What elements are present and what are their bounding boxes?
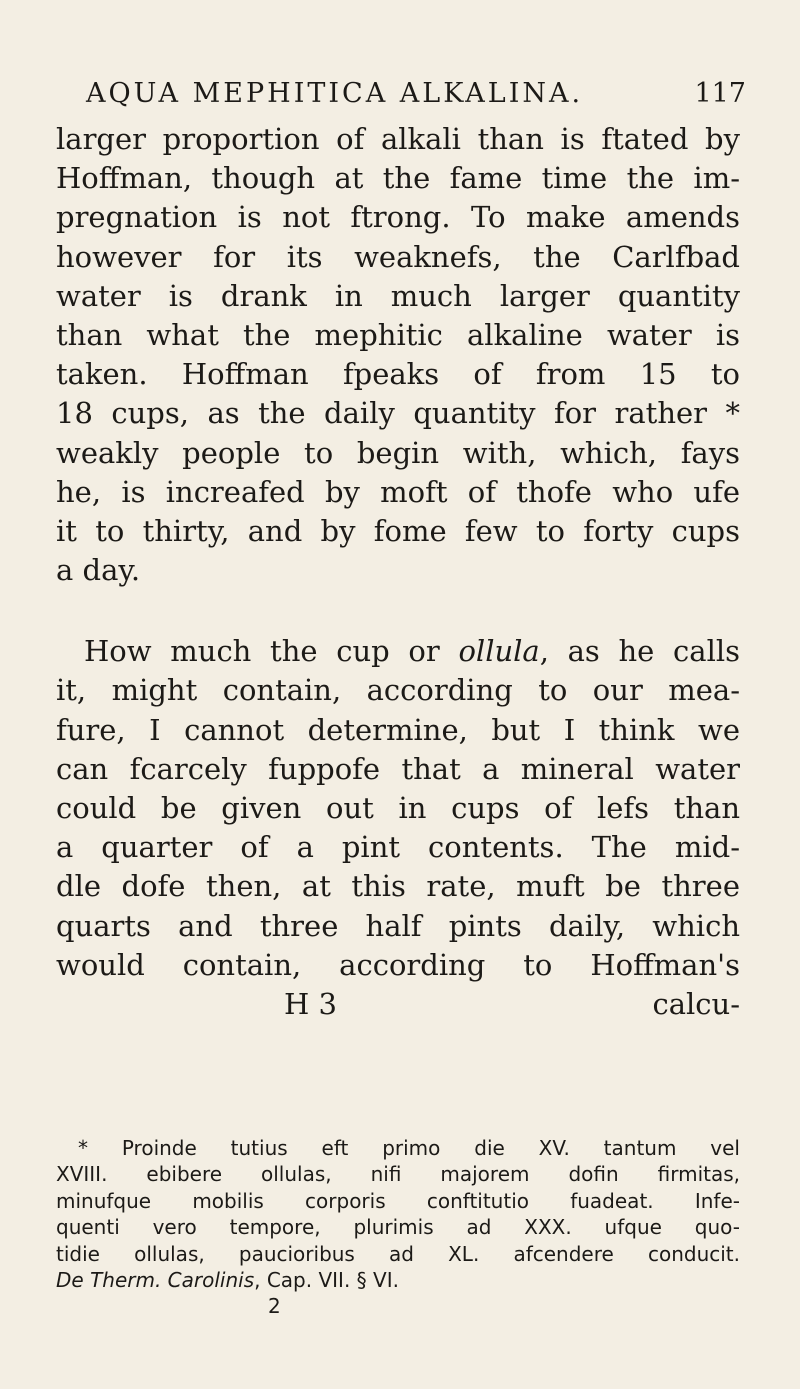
body-line: could be given out in cups of lefs than [56, 791, 740, 825]
footnote-line: tidie ollulas, paucioribus ad XL. afcendere conducit. [56, 1241, 740, 1266]
paragraph-2-first-line [56, 632, 740, 671]
italic-term: ollula [458, 634, 540, 669]
body-line: can fcarcely fuppofe that a mineral water [56, 751, 740, 786]
footnote-line: * Proinde tutius eft primo die XV. tantum vel [78, 1136, 740, 1160]
body-line: would contain, according to Hoffman's [56, 947, 740, 982]
footnote-source-line [56, 1267, 740, 1293]
body-line: weakly people to begin with, which, fays [56, 435, 740, 470]
footnote-line: minufque mobilis corporis conftitutio fuadeat. Infe- [56, 1188, 740, 1213]
running-head-title: AQUA MEPHITICA ALKALINA. [86, 78, 584, 109]
text-fragment: How much the cup or [84, 634, 459, 669]
body-line: a quarter of a pint contents. The mid- [56, 830, 740, 865]
body-line: quarts and three half pints daily, which [56, 908, 740, 943]
body-line: however for its weaknefs, the Carlfbad [56, 239, 740, 274]
footnote-line: quenti vero tempore, plurimis ad XXX. ufque quo- [56, 1215, 740, 1240]
footnote-source-title: De Therm. Carolinis [56, 1267, 255, 1292]
footnote-source-ref: , Cap. VII. § VI. [254, 1267, 399, 1292]
signature-mark: H 3 [284, 986, 337, 1021]
body-line: larger proportion of alkali than is ftated by [56, 122, 740, 156]
body-line: water is drank in much larger quantity [56, 278, 740, 313]
signature-line [56, 985, 740, 1024]
page-number: 117 [694, 78, 746, 109]
body-line: he, is increafed by moft of thofe who ufe [56, 474, 740, 509]
body-text [56, 120, 740, 1024]
body-line: than what the mephitic alkaline water is [56, 317, 740, 352]
footnote-page-mark: 2 [268, 1294, 281, 1319]
body-line: Hoffman, though at the fame time the im- [56, 161, 740, 196]
body-line: fure, I cannot determine, but I think we [56, 712, 740, 747]
footnote [56, 1135, 740, 1320]
body-line: it, might contain, according to our mea- [56, 673, 740, 708]
catchword: calcu- [652, 986, 740, 1021]
body-line: it to thirty, and by fome few to forty cups [56, 513, 740, 548]
body-line: taken. Hoffman fpeaks of from 15 to [56, 357, 740, 392]
running-head [86, 78, 746, 109]
body-line: a day. [56, 553, 141, 588]
body-line: 18 cups, as the daily quantity for rather * [56, 396, 740, 431]
body-line: dle dofe then, at this rate, muft be three [56, 869, 740, 904]
text-fragment: , as he calls [539, 634, 740, 669]
footnote-line: XVIII. ebibere ollulas, nifi majorem dofin firmitas, [56, 1162, 740, 1187]
body-line: pregnation is not ftrong. To make amends [56, 200, 740, 235]
